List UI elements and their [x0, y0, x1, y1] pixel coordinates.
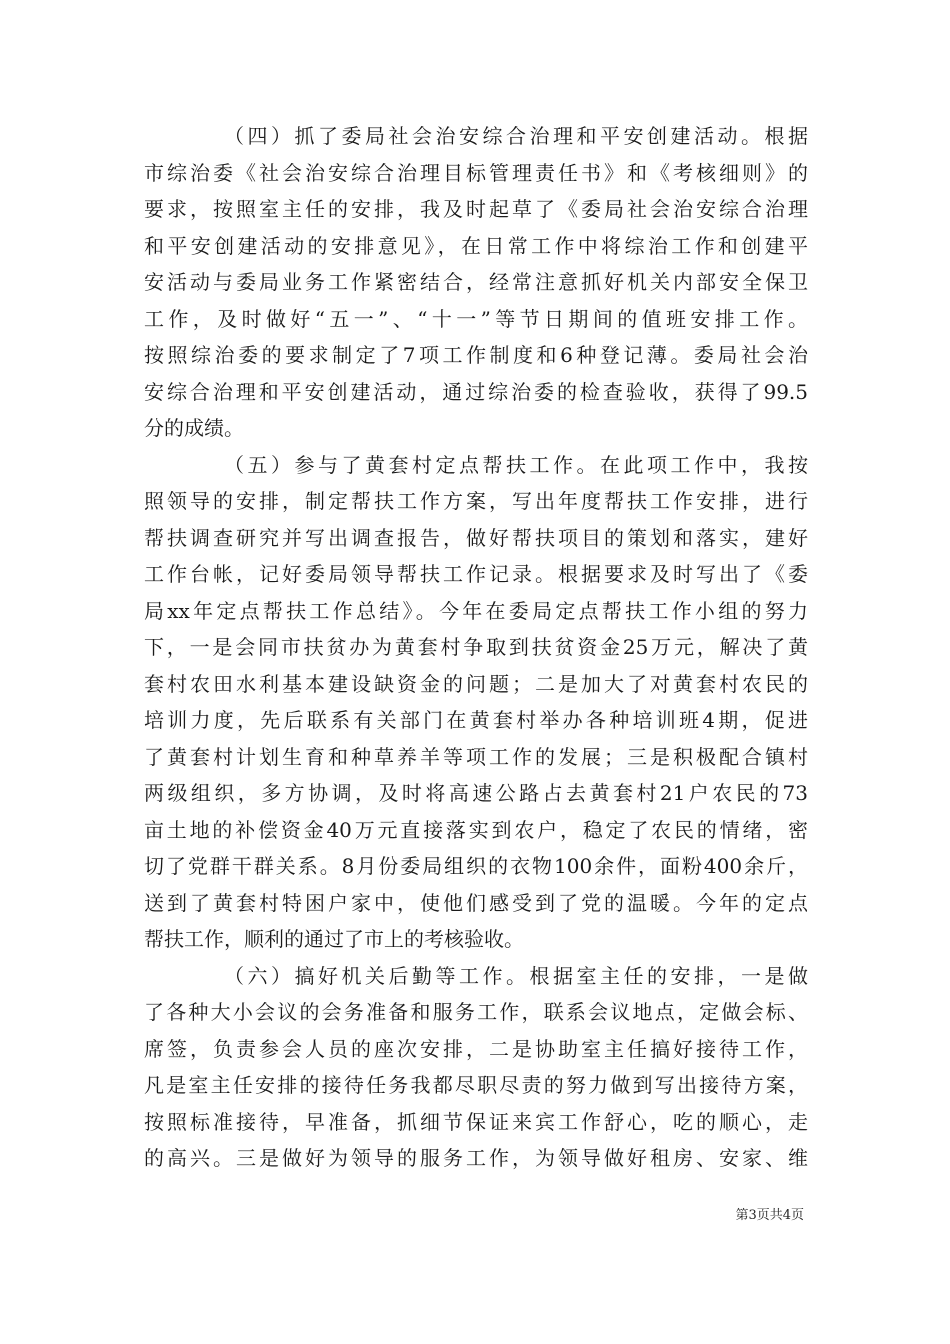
text-line: 两级组织，多方协调，及时将高速公路占去黄套村21户农民的73	[144, 781, 808, 805]
text-line: 帮扶调查研究并写出调查报告，做好帮扶项目的策划和落实，建好	[144, 525, 808, 550]
text-line: 按照综治委的要求制定了7项工作制度和6种登记薄。委局社会治	[144, 343, 808, 367]
text-line: 安综合治理和平安创建活动，通过综治委的检查验收，获得了99.5	[144, 379, 808, 404]
text-line: 帮扶工作，顺利的通过了市上的考核验收。	[144, 927, 524, 951]
text-line: 亩土地的补偿资金40万元直接落实到农户，稳定了农民的情绪，密	[144, 817, 808, 842]
text-line: 的高兴。三是做好为领导的服务工作，为领导做好租房、安家、维	[144, 1146, 808, 1170]
text-line: 局xx年定点帮扶工作总结》。今年在委局定点帮扶工作小组的努力	[144, 598, 808, 623]
text-line: 了黄套村计划生育和种草养羊等项工作的发展；三是积极配合镇村	[144, 744, 808, 769]
text-line: 套村农田水利基本建设缺资金的问题；二是加大了对黄套村农民的	[144, 671, 808, 696]
text-line: （六）搞好机关后勤等工作。根据室主任的安排，一是做	[224, 963, 808, 988]
text-line: 按照标准接待，早准备，抓细节保证来宾工作舒心，吃的顺心，走	[144, 1109, 808, 1134]
paragraph	[144, 118, 808, 447]
text-line: 送到了黄套村特困户家中，使他们感受到了党的温暖。今年的定点	[144, 890, 808, 915]
text-line: 培训力度，先后联系有关部门在黄套村举办各种培训班4期，促进	[144, 708, 808, 732]
paragraph	[144, 447, 808, 958]
text-line: 照领导的安排，制定帮扶工作方案，写出年度帮扶工作安排，进行	[144, 489, 808, 513]
text-line: 分的成绩。	[144, 416, 244, 440]
body-text	[144, 118, 808, 1177]
text-line: 下，一是会同市扶贫办为黄套村争取到扶贫资金25万元，解决了黄	[144, 635, 808, 659]
text-line: 了各种大小会议的会务准备和服务工作，联系会议地点，定做会标、	[144, 1000, 808, 1024]
text-line: 切了党群干群关系。8月份委局组织的衣物100余件，面粉400余斤，	[144, 854, 808, 878]
paragraph	[144, 958, 808, 1177]
text-line: 凡是室主任安排的接待任务我都尽职尽责的努力做到写出接待方案，	[144, 1073, 808, 1097]
text-line: 要求，按照室主任的安排，我及时起草了《委局社会治安综合治理	[144, 197, 808, 221]
text-line: 席签，负责参会人员的座次安排，二是协助室主任搞好接待工作，	[144, 1036, 808, 1061]
page-number: 第3页共4页	[735, 1208, 804, 1223]
text-line: 安活动与委局业务工作紧密结合，经常注意抓好机关内部安全保卫	[144, 270, 808, 294]
text-line: 工作台帐，记好委局领导帮扶工作记录。根据要求及时写出了《委	[144, 562, 808, 586]
text-line: 工作，及时做好“五一”、“十一”等节日期间的值班安排工作。	[144, 306, 808, 331]
text-line: （五）参与了黄套村定点帮扶工作。在此项工作中，我按	[224, 452, 808, 477]
text-line: 和平安创建活动的安排意见》，在日常工作中将综治工作和创建平	[144, 233, 808, 258]
text-line: 市综治委《社会治安综合治理目标管理责任书》和《考核细则》的	[144, 160, 808, 185]
text-line: （四）抓了委局社会治安综合治理和平安创建活动。根据	[224, 124, 808, 148]
